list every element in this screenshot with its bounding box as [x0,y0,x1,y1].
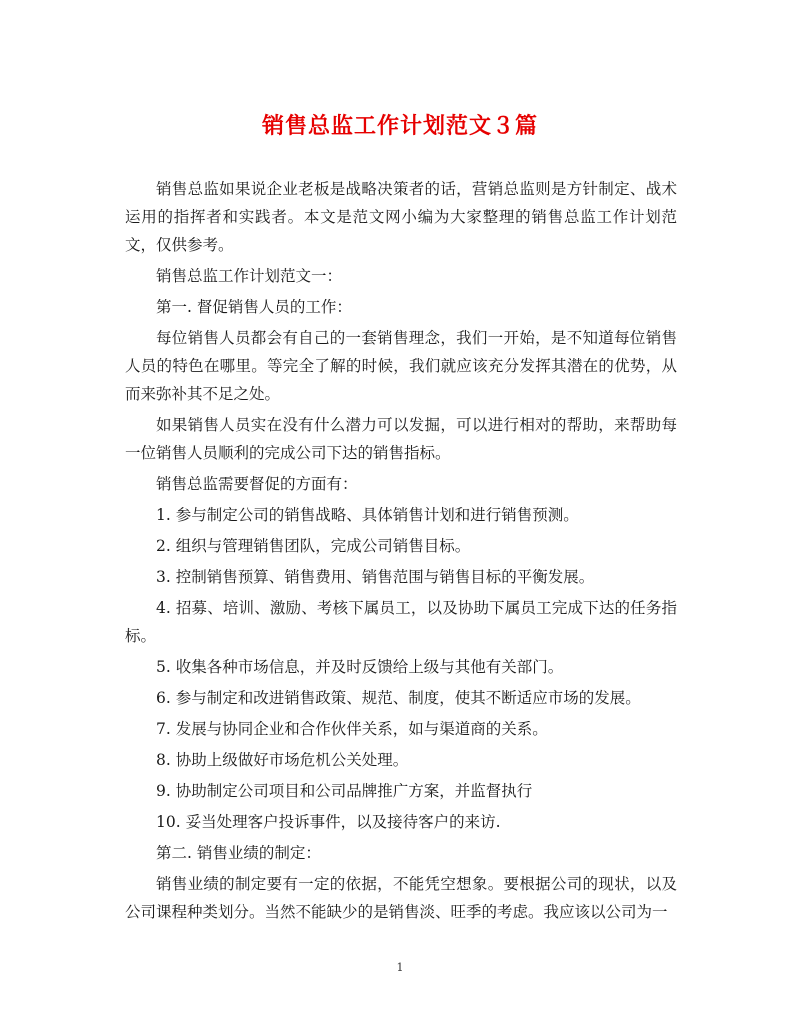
list-item: 2. 组织与管理销售团队，完成公司销售目标。 [156,537,471,555]
page-number: 1 [396,961,404,974]
list-intro: 销售总监需要督促的方面有： [156,475,358,493]
body-paragraph: 销售业绩的制定要有一定的依据，不能凭空想象。要根据公司的现状，以及公司课程种类划分。当然不能缺少的是销售淡、旺季的考虑。我应该以公司为一 [125,875,677,921]
body-paragraph: 如果销售人员实在没有什么潜力可以发掘，可以进行相对的帮助，来帮助每一位销售人员顺利的完成公司下达的销售指标。 [125,416,677,462]
list-item: 1. 参与制定公司的销售战略、具体销售计划和进行销售预测。 [156,506,579,524]
list-item: 5. 收集各种市场信息，并及时反馈给上级与其他有关部门。 [156,658,564,676]
subsection-heading: 第二. 销售业绩的制定： [156,844,321,862]
body-paragraph: 每位销售人员都会有自己的一套销售理念，我们一开始，是不知道每位销售人员的特色在哪里。等完全了解的时候，我们就应该充分发挥其潜在的优势，从而来弥补其不足之处。 [125,329,677,403]
list-item: 4. 招募、培训、激励、考核下属员工，以及协助下属员工完成下达的任务指标。 [125,599,677,645]
list-item: 8. 协助上级做好市场危机公关处理。 [156,751,409,769]
section-heading: 销售总监工作计划范文一： [156,267,343,285]
list-item: 6. 参与制定和改进销售政策、规范、制度，使其不断适应市场的发展。 [156,689,641,707]
list-item: 3. 控制销售预算、销售费用、销售范围与销售目标的平衡发展。 [156,568,595,586]
list-item: 7. 发展与协同企业和合作伙伴关系，如与渠道商的关系。 [156,720,548,738]
document-title: 销售总监工作计划范文３篇 [261,113,538,139]
subsection-heading: 第一. 督促销售人员的工作： [156,298,352,316]
list-item: 9. 协助制定公司项目和公司品牌推广方案，并监督执行 [156,782,533,800]
intro-paragraph: 销售总监如果说企业老板是战略决策者的话，营销总监则是方针制定、战术运用的指挥者和实践者。本文是范文网小编为大家整理的销售总监工作计划范文，仅供参考。 [125,180,677,254]
document-body [125,175,677,929]
list-item: 10. 妥当处理客户投诉事件，以及接待客户的来访. [156,813,501,831]
